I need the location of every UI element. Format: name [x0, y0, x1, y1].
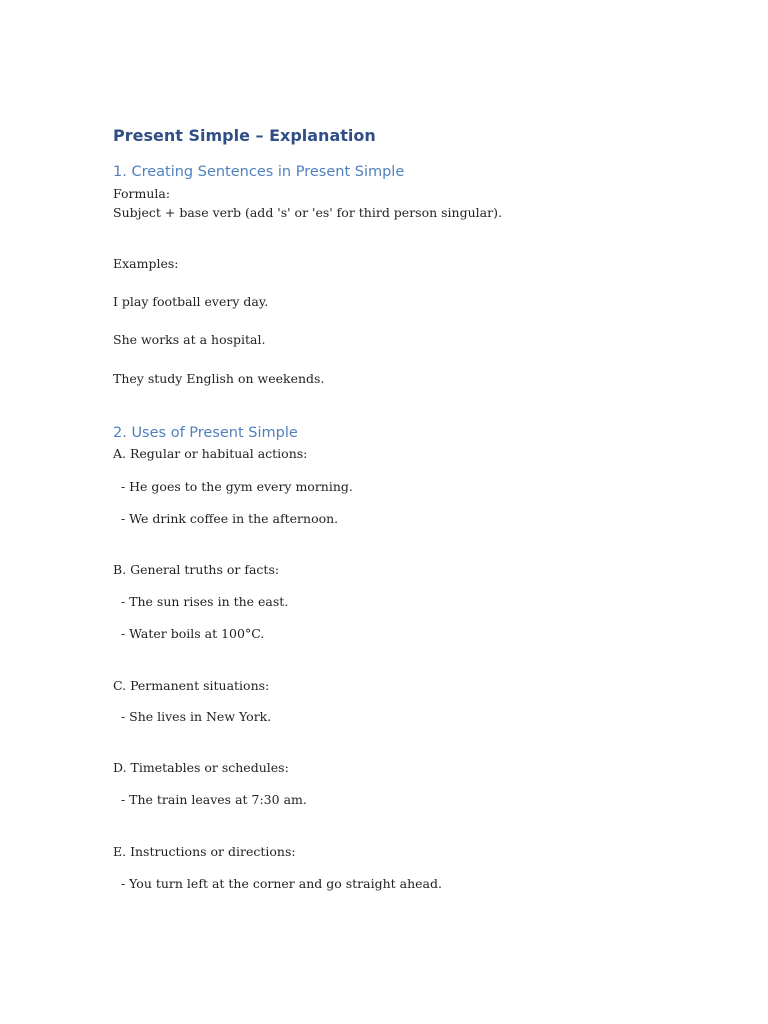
- document-title: Present Simple – Explanation: [113, 126, 376, 145]
- examples-label: Examples:: [113, 256, 179, 271]
- use-example: - We drink coffee in the afternoon.: [113, 511, 339, 526]
- example-item: She works at a hospital.: [113, 332, 266, 347]
- use-label-c: C. Permanent situations:: [113, 678, 270, 693]
- use-example: - She lives in New York.: [113, 709, 272, 724]
- formula-text: Subject + base verb (add 's' or 'es' for third person singular).: [113, 205, 502, 220]
- use-example: - You turn left at the corner and go straight ahead.: [113, 876, 442, 891]
- use-label-e: E. Instructions or directions:: [113, 844, 296, 859]
- example-item: I play football every day.: [113, 294, 269, 309]
- formula-label: Formula:: [113, 186, 171, 201]
- use-example: - He goes to the gym every morning.: [113, 479, 353, 494]
- use-example: - The train leaves at 7:30 am.: [113, 792, 307, 807]
- use-example: - The sun rises in the east.: [113, 594, 289, 609]
- section-2-heading: 2. Uses of Present Simple: [113, 425, 298, 441]
- section-1-heading: 1. Creating Sentences in Present Simple: [113, 164, 405, 180]
- use-label-d: D. Timetables or schedules:: [113, 760, 289, 775]
- document-page: [113, 0, 713, 1024]
- example-item: They study English on weekends.: [113, 371, 325, 386]
- use-label-a: A. Regular or habitual actions:: [113, 446, 308, 461]
- use-label-b: B. General truths or facts:: [113, 562, 280, 577]
- use-example: - Water boils at 100°C.: [113, 626, 265, 641]
